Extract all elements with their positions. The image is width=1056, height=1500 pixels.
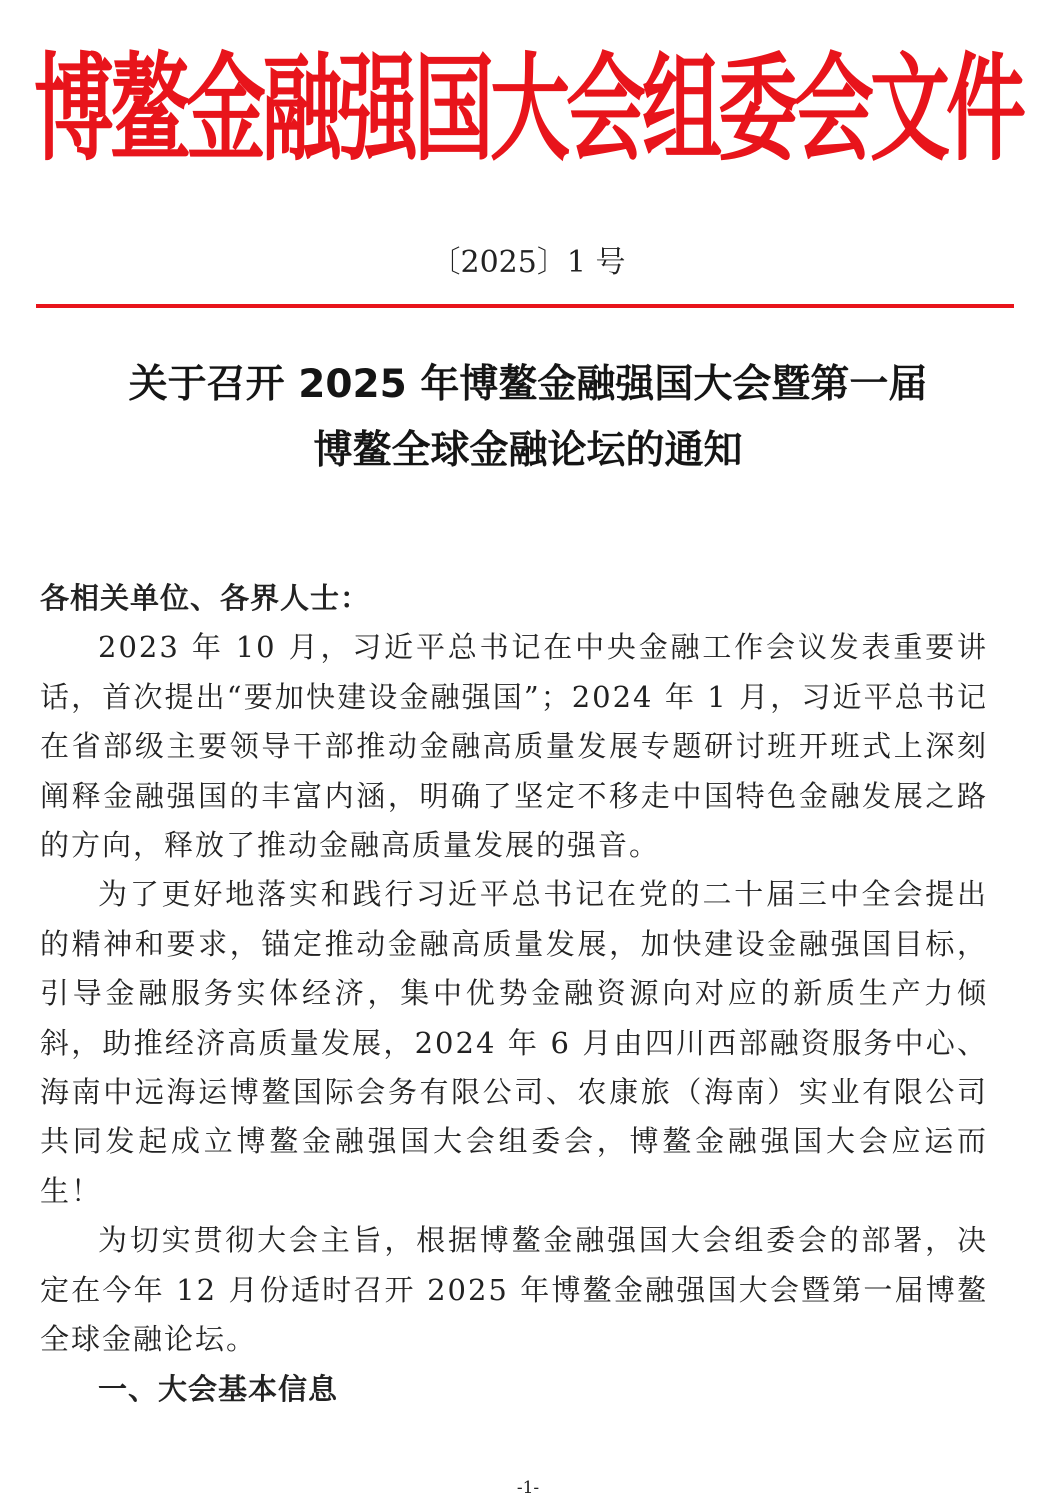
body-paragraph-3: 为切实贯彻大会主旨，根据博鳌金融强国大会组委会的部署，决定在今年 12 月份适时召开 2025 年博鳌金融强国大会暨第一届博鳌全球金融论坛。 bbox=[40, 1223, 988, 1357]
notice-title bbox=[0, 352, 1056, 484]
notice-body bbox=[40, 574, 988, 1414]
page-number: -1- bbox=[516, 1478, 540, 1498]
section-heading-1: 一、大会基本信息 bbox=[98, 1371, 339, 1406]
document-number: 〔2025〕1 号 bbox=[430, 245, 626, 280]
body-paragraph-1: 2023 年 10 月，习近平总书记在中央金融工作会议发表重要讲话，首次提出“要加快建设金融强国”；2024 年 1 月，习近平总书记在省部级主要领导干部推动金融高质量发展专题研讨班开班式上深刻阐释金融强国的丰富内涵，明确了坚定不移走中国特色金融发展之路的方向，释放了推动金融高质量发展的强音。 bbox=[40, 630, 988, 863]
body-paragraph-2: 为了更好地落实和践行习近平总书记在党的二十届三中全会提出的精神和要求，锚定推动金融高质量发展，加快建设金融强国目标，引导金融服务实体经济，集中优势金融资源向对应的新质生产力倾斜，助推经济高质量发展，2024 年 6 月由四川西部融资服务中心、海南中远海运博鳌国际会务有限公司、农康旅（海南）实业有限公司共同发起成立博鳌金融强国大会组委会，博鳌金融强国大会应运而生！ bbox=[40, 877, 988, 1208]
notice-title-line-2: 博鳌全球金融论坛的通知 bbox=[313, 428, 743, 473]
red-divider-line bbox=[36, 304, 1014, 308]
masthead-text: 博鳌金融强国大会组委会文件 bbox=[34, 41, 1022, 177]
document-masthead bbox=[0, 40, 1056, 180]
salutation: 各相关单位、各界人士： bbox=[40, 581, 371, 615]
notice-title-line-1: 关于召开 2025 年博鳌金融强国大会暨第一届 bbox=[128, 362, 928, 407]
